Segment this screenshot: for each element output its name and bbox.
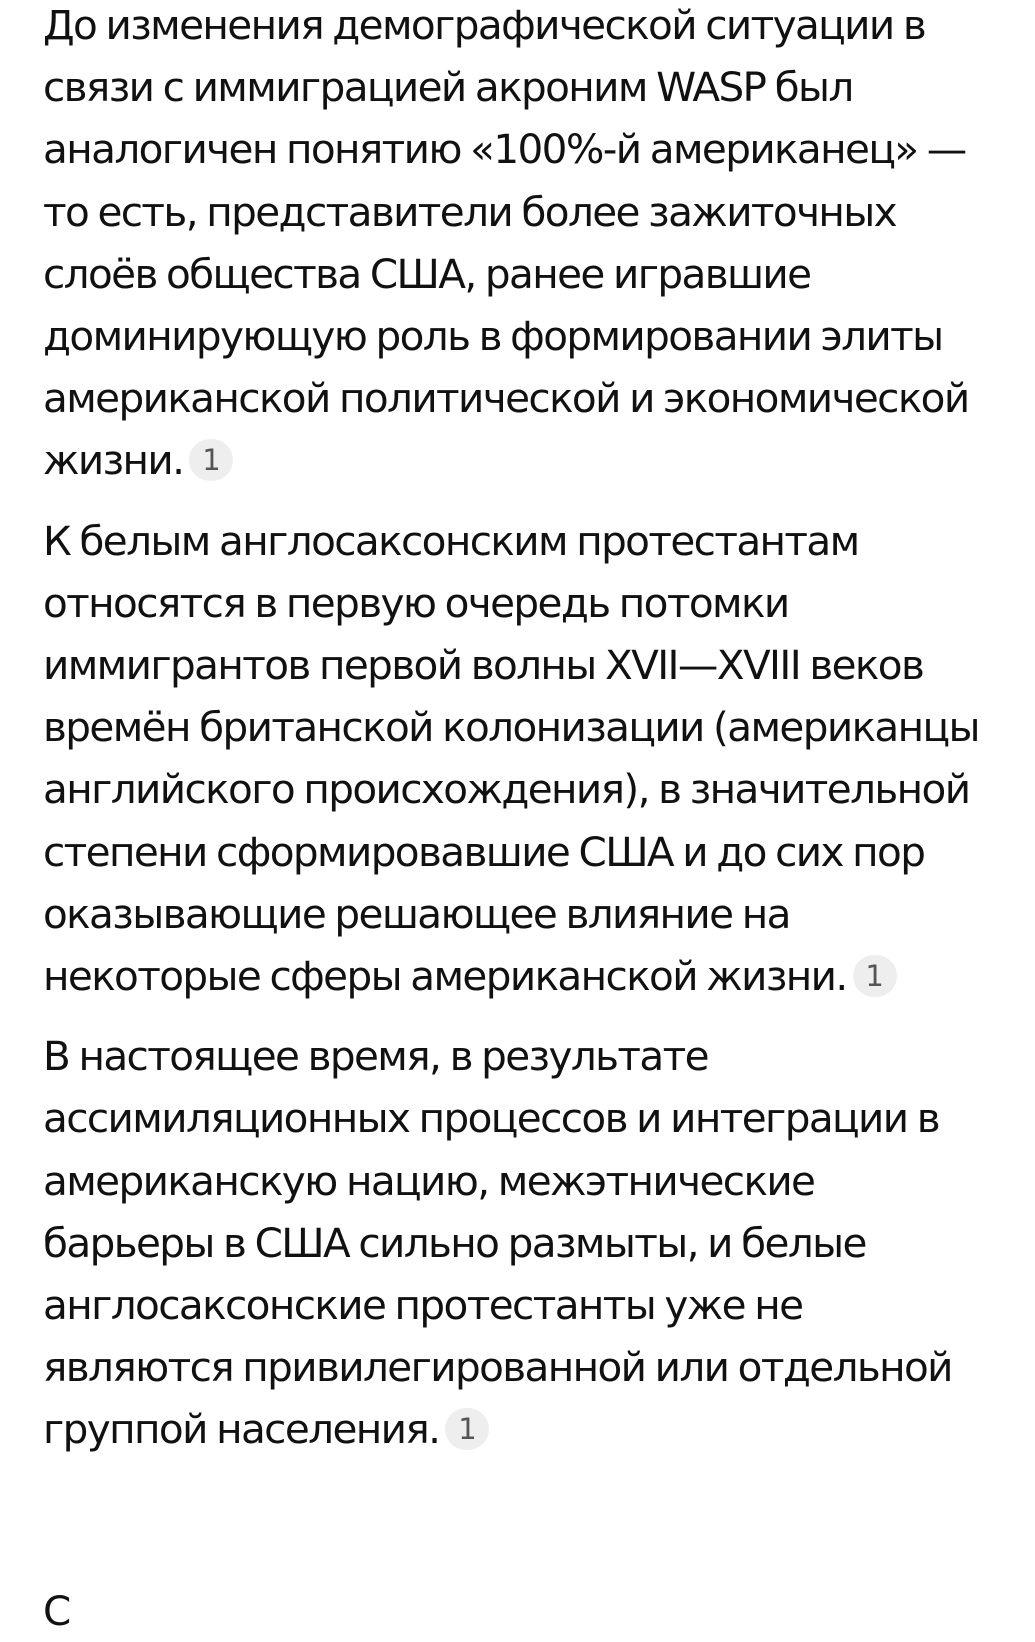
source-reference-badge[interactable]: 1	[853, 955, 897, 997]
paragraph-text: До изменения демографической ситуации в связи с иммиграцией акроним WASP был аналогичен понятию «100%-й американец» — то есть, представители более зажиточных слоёв общества США, ранее игравшие доминирующую роль в формировании элиты американской политической и экономической жизни.	[43, 1, 969, 485]
source-reference-badge[interactable]: 1	[189, 439, 233, 481]
paragraph-text: В настоящее время, в результате ассимиляционных процессов и интеграции в американскую нацию, межэтнические барьеры в США сильно размыты, и белые англосаксонские протестанты уже не являются привилегированной или отдельной группой населения.	[43, 1032, 952, 1454]
source-reference-badge[interactable]: 1	[445, 1408, 489, 1450]
paragraph-text: К белым англосаксонским протестантам относятся в первую очередь потомки иммигрантов первой волны XVII—XVIII веков времён британской колонизации (американцы английского происхождения), в значительной степени сформировавшие США и до сих пор оказывающие решающее влияние на некоторые сферы американской жизни.	[43, 516, 979, 1001]
paragraph	[43, 0, 993, 492]
next-paragraph-peek: С	[43, 1587, 72, 1635]
article-body	[43, 0, 993, 1461]
paragraph	[43, 510, 993, 1008]
paragraph	[43, 1025, 993, 1460]
